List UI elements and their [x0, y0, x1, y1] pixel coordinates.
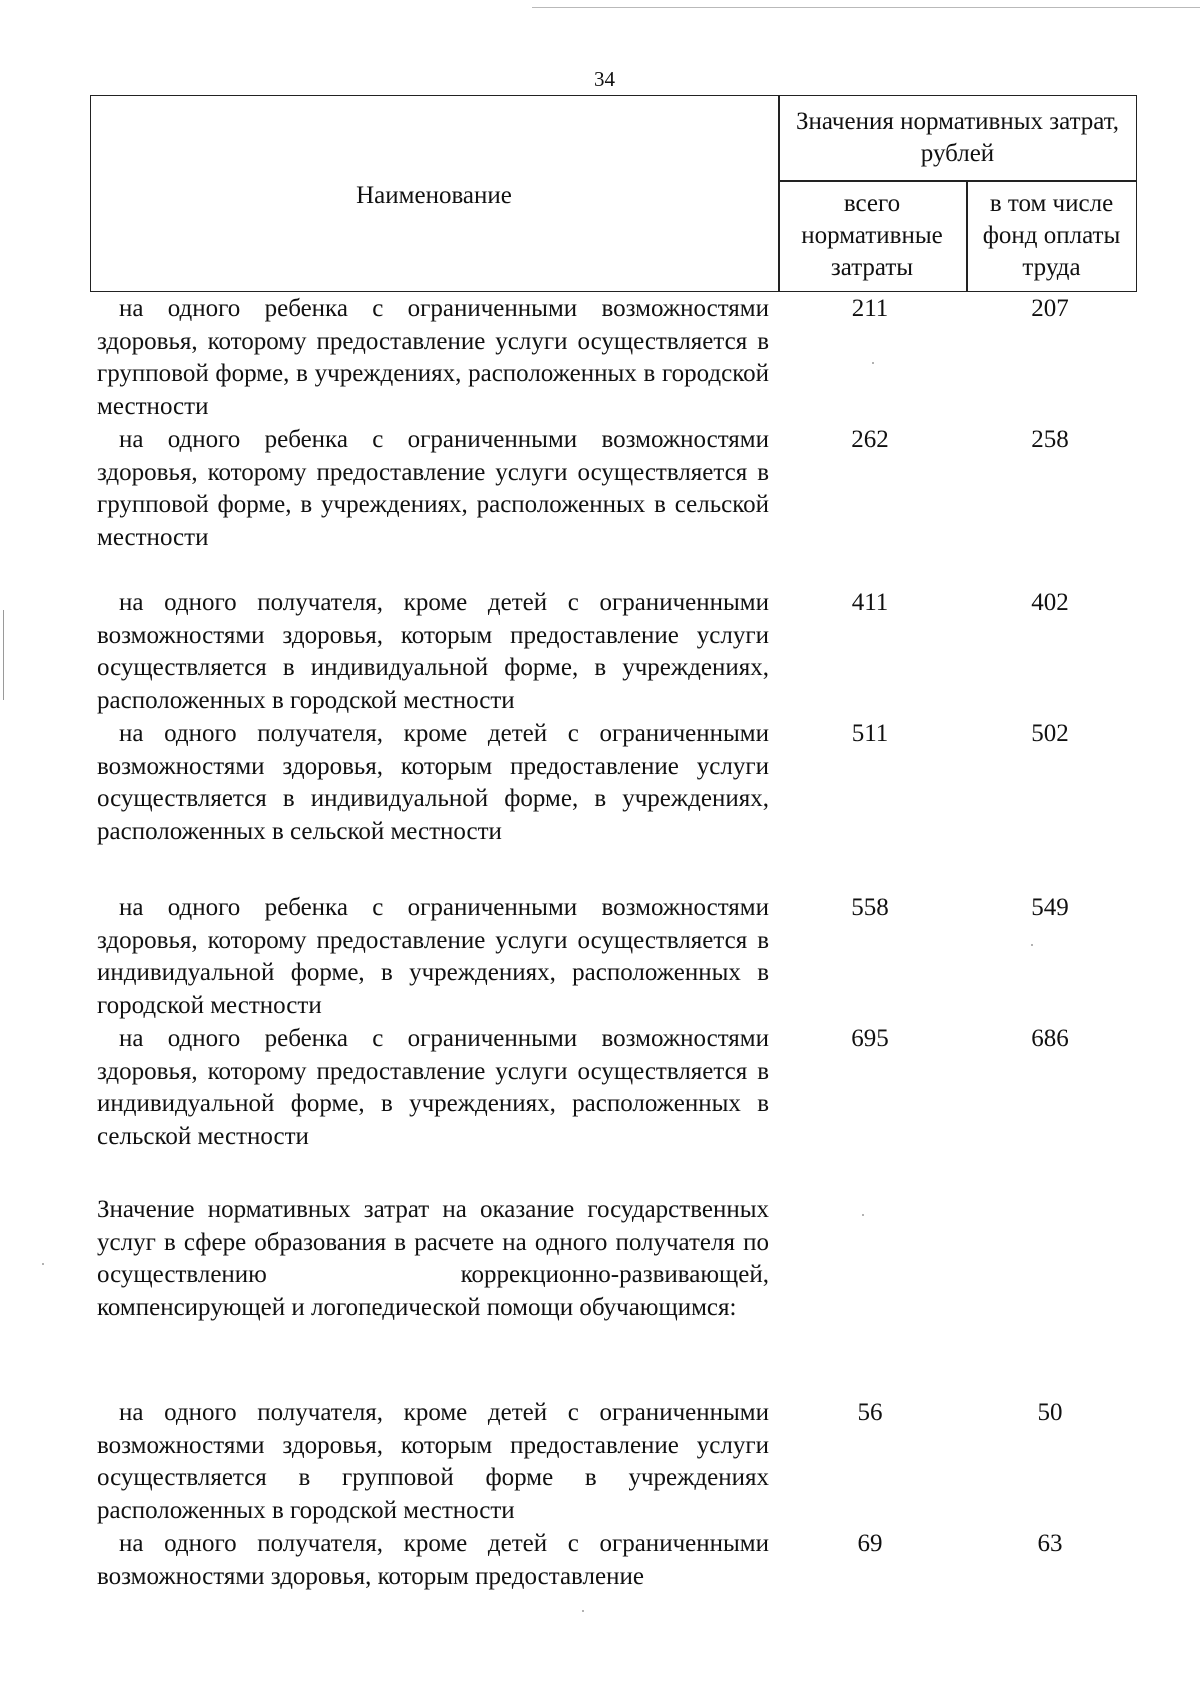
row-description: на одного получателя, кроме детей с ограниченными возможностями здоровья, которым предоставление услуги осуществляется в индивидуальной форме, в учреждениях, расположенных в городской местности — [97, 589, 769, 714]
scan-artifact-edge — [3, 610, 4, 700]
row-total-value: 558 — [851, 894, 889, 921]
row-description: на одного ребенка с ограниченными возможностями здоровья, которому предоставление услуги осуществляется в групповой форме, в учреждениях, расположенных в городской местности — [97, 295, 769, 420]
row-total-value: 695 — [851, 1025, 889, 1052]
page-number: 34 — [594, 67, 615, 91]
row-description: на одного ребенка с ограниченными возможностями здоровья, которому предоставление услуги осуществляется в индивидуальной форме, в учреждениях, расположенных в городской местности — [97, 894, 769, 1019]
scan-speck — [582, 1610, 584, 1612]
scan-speck — [872, 362, 874, 364]
row-fund-value: 63 — [1037, 1530, 1063, 1557]
header-cost-values: Значения нормативных затрат, рублей — [795, 108, 1120, 167]
row-total-value: 69 — [857, 1530, 883, 1557]
row-description: на одного получателя, кроме детей с ограниченными возможностями здоровья, которым предоставление услуги осуществляется в индивидуальной форме, в учреждениях, расположенных в сельской местности — [97, 720, 769, 845]
row-fund-value: 207 — [1031, 295, 1069, 322]
row-fund-value: 402 — [1031, 589, 1069, 616]
scan-speck — [42, 1263, 44, 1265]
row-total-value: 56 — [857, 1399, 883, 1426]
row-total-value: 262 — [851, 426, 889, 453]
row-total-value: 411 — [851, 589, 889, 616]
row-total-value: 511 — [851, 720, 889, 747]
scan-speck — [862, 1214, 864, 1216]
row-fund-value: 50 — [1037, 1399, 1063, 1426]
header-total-cost: всего нормативные затраты — [801, 190, 943, 281]
row-total-value: 211 — [851, 295, 889, 322]
header-wage-fund: в том числе фонд оплаты труда — [982, 190, 1121, 281]
scan-speck — [1031, 944, 1033, 946]
row-fund-value: 686 — [1031, 1025, 1069, 1052]
row-fund-value: 258 — [1031, 426, 1069, 453]
row-fund-value: 549 — [1031, 894, 1069, 921]
row-fund-value: 502 — [1031, 720, 1069, 747]
row-description: на одного получателя, кроме детей с ограниченными возможностями здоровья, которым предоставление услуги осуществляется в групповой форме в учреждениях расположенных в городской местности — [97, 1399, 769, 1524]
scan-artifact-line — [532, 7, 1200, 8]
header-name: Наименование — [356, 182, 512, 209]
row-description: на одного ребенка с ограниченными возможностями здоровья, которому предоставление услуги осуществляется в групповой форме, в учреждениях, расположенных в сельской местности — [97, 426, 769, 551]
section-heading: Значение нормативных затрат на оказание государственных услуг в сфере образования в расчете на одного получателя по осуществлению коррекционно-развивающей, компенсирующей и логопедической помощи обучающимся: — [97, 1196, 769, 1321]
row-description: на одного получателя, кроме детей с ограниченными возможностями здоровья, которым предоставление — [97, 1530, 769, 1590]
header-divider — [778, 180, 1137, 182]
row-description: на одного ребенка с ограниченными возможностями здоровья, которому предоставление услуги осуществляется в индивидуальной форме, в учреждениях, расположенных в сельской местности — [97, 1025, 769, 1150]
